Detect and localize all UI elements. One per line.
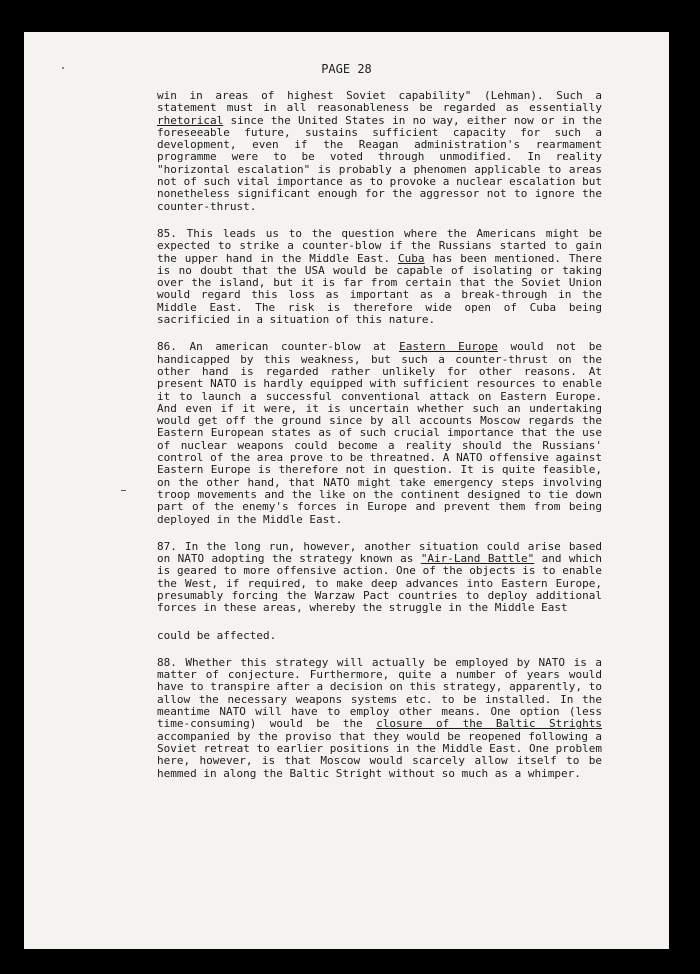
paragraph-text: would not be handicapped by this weakness, but such a counter-thrust on the other hand is regarded rather unlikely for other reasons. At present NATO is hardly equipped with sufficient resources to enable it to launch a successful conventional attack on Eastern Europe. And even if it were, it is uncertain whether such an undertaking would get off the ground since by all accounts Moscow regards the Eastern European states as of such crucial importance that the use of nuclear weapons could become a reality should the Russians' control of the area prove to be threatned. A NATO offensive against Eastern Europe is therefore not in question. It is quite feasible, on the other hand, that NATO might take emergency steps involving troop movements and the like on the continent designed to tie down part of the enemy's forces in Europe and prevent them from being deployed in the Middle East. — [157, 340, 603, 526]
paragraph-text: 87. In the long run, however, another situation could arise based on NATO adopting the strategy known as — [157, 539, 602, 566]
paragraph-text: accompanied by the proviso that they would be reopened following a Soviet retreat to earlier positions in the Middle East. One problem here, however, is that Moscow would scarcely allow itself to be hemmed in along the Baltic Stright without so much as a whimper. — [157, 729, 602, 780]
paragraph-text: 85. This leads us to the question where the Americans might be expected to strike a counter-blow if the Russians started to gain the upper hand in the Middle East. — [157, 226, 602, 265]
paragraph-text: win in areas of highest Soviet capability" (Lehman). Such a statement must in all reasonableness be regarded as essentially — [157, 89, 602, 115]
document-body — [157, 90, 602, 795]
paragraph-text: 88. Whether this strategy will actually be employed by NATO is a matter of conjecture. Furthermore, quite a number of years would have to transpire after a decision on this strategy, apparently, to allow the necessary weapons systems etc. to be installed. In the meantime NATO will have to employ other means. One option (less time-consuming) would be the — [157, 655, 602, 731]
underlined-term: Cuba — [398, 251, 425, 265]
underlined-term: "Air-Land Battle" — [420, 552, 535, 566]
speck-mark — [62, 67, 64, 69]
paragraph-text: 86. An american counter-blow at — [157, 340, 400, 354]
document-page — [24, 32, 669, 949]
paragraph-87 — [157, 541, 602, 615]
underlined-term: closure of the Baltic Strights — [376, 717, 602, 731]
margin-mark — [121, 490, 126, 491]
page-number: PAGE 28 — [321, 62, 372, 76]
paragraph-text: and which is geared to more offensive action. One of the objects is to enable the West, if required, to make deep advances into Eastern Europe, presumably forcing the Warzaw Pact countries to deploy additional forces in these areas, whereby the struggle in the Middle East — [157, 552, 602, 615]
underlined-term: rhetorical — [157, 113, 224, 127]
paragraph-text: has been mentioned. There is no doubt that the USA would be capable of isolating or taking over the island, but it is far from certain that the Soviet Union would regard this loss as important as a break-through in the Middle East. The risk is therefore wide open of Cuba being sacrificied in a situation of this nature. — [157, 251, 602, 327]
paragraph-88 — [157, 657, 602, 780]
paragraph-86 — [157, 341, 602, 525]
paragraph-text: could be affected. — [157, 628, 277, 642]
paragraph-87-tail — [157, 630, 602, 642]
underlined-term: Eastern Europe — [399, 340, 498, 354]
paragraph-text: since the United States in no way, either now or in the foreseeable future, sustains sufficient capacity for such a development, even if the Reagan administration's rearmament programme were to be voted through unmodified. In reality "horizontal escalation" is probably a phenomen applicable to areas not of such vital importance as to provoke a nuclear escalation but nonetheless significant enough for the aggressor not to ignore the counter-thrust. — [157, 113, 602, 213]
paragraph-85 — [157, 228, 602, 326]
paragraph-continuation — [157, 90, 602, 213]
